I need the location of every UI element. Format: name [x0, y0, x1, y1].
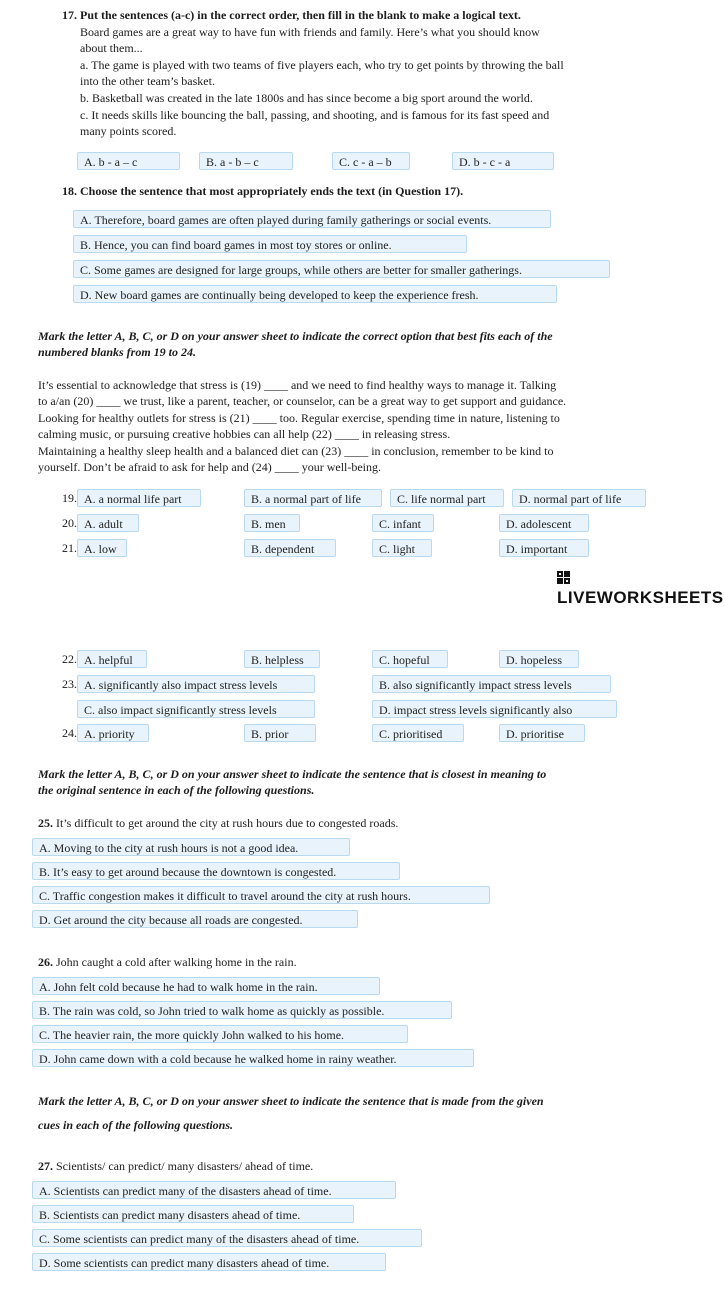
q20-option-d[interactable]: D. adolescent	[499, 514, 589, 532]
q26-option-c[interactable]: C. The heavier rain, the more quickly John walked to his home.	[32, 1025, 408, 1043]
q21-number: 21.	[62, 541, 77, 555]
q20-option-a[interactable]: A. adult	[77, 514, 139, 532]
q27-option-a[interactable]: A. Scientists can predict many of the disasters ahead of time.	[32, 1181, 396, 1199]
q27-option-c[interactable]: C. Some scientists can predict many of the disasters ahead of time.	[32, 1229, 422, 1247]
q18-option-a[interactable]: A. Therefore, board games are often played during family gatherings or social events.	[73, 210, 551, 228]
q18-option-c[interactable]: C. Some games are designed for large groups, while others are better for smaller gatherings.	[73, 260, 610, 278]
q17-sentence-c-line2: many points scored.	[80, 124, 177, 138]
q20-option-b[interactable]: B. men	[244, 514, 300, 532]
q27-stem	[38, 1159, 313, 1173]
logo-text: LIVEWORKSHEETS	[557, 588, 724, 607]
q17-intro-line2: about them...	[80, 41, 143, 55]
q20-option-c[interactable]: C. infant	[372, 514, 434, 532]
liveworksheets-logo	[557, 568, 724, 608]
q19-option-a[interactable]: A. a normal life part	[77, 489, 201, 507]
q19-option-b[interactable]: B. a normal part of life	[244, 489, 382, 507]
q24-option-c[interactable]: C. prioritised	[372, 724, 464, 742]
q22-option-d[interactable]: D. hopeless	[499, 650, 579, 668]
q21-option-d[interactable]: D. important	[499, 539, 589, 557]
q21-option-c[interactable]: C. light	[372, 539, 432, 557]
q20-number: 20.	[62, 516, 77, 530]
q22-option-b[interactable]: B. helpless	[244, 650, 320, 668]
q27-option-d[interactable]: D. Some scientists can predict many disasters ahead of time.	[32, 1253, 386, 1271]
q22-option-a[interactable]: A. helpful	[77, 650, 147, 668]
q25-option-b[interactable]: B. It’s easy to get around because the downtown is congested.	[32, 862, 400, 880]
q21-option-b[interactable]: B. dependent	[244, 539, 336, 557]
q25-number: 25.	[38, 816, 53, 830]
q26-stem	[38, 955, 297, 969]
q27-number: 27.	[38, 1159, 53, 1173]
q27-stem-text: Scientists/ can predict/ many disasters/ ahead of time.	[53, 1159, 314, 1173]
q17-intro-line1: Board games are a great way to have fun with friends and family. Here’s what you should know	[80, 25, 540, 39]
q17-sentence-a-line2: into the other team’s basket.	[80, 74, 215, 88]
passage-line2: to a/an (20) ____ we trust, like a parent, teacher, or counselor, can be a great way to get support and guidance.	[38, 394, 567, 408]
section1-instruction-line2: numbered blanks from 19 to 24.	[38, 345, 197, 359]
q17-option-c[interactable]: C. c - a – b	[332, 152, 410, 170]
liveworksheets-logo-icon	[557, 571, 570, 584]
q26-option-a[interactable]: A. John felt cold because he had to walk home in the rain.	[32, 977, 380, 995]
q18-option-b[interactable]: B. Hence, you can find board games in most toy stores or online.	[73, 235, 467, 253]
q22-number: 22.	[62, 652, 77, 666]
q23-number: 23.	[62, 677, 77, 691]
passage-line3: Looking for healthy outlets for stress is (21) ____ too. Regular exercise, spending time in nature, listening to	[38, 411, 560, 425]
q27-option-b[interactable]: B. Scientists can predict many disasters ahead of time.	[32, 1205, 354, 1223]
q23-option-d[interactable]: D. impact stress levels significantly also	[372, 700, 617, 718]
passage-line4: calming music, or pursuing creative hobbies can all help (22) ____ in releasing stress.	[38, 427, 451, 441]
q24-option-d[interactable]: D. prioritise	[499, 724, 585, 742]
q21-option-a[interactable]: A. low	[77, 539, 127, 557]
q24-option-a[interactable]: A. priority	[77, 724, 149, 742]
q17-option-a[interactable]: A. b - a – c	[77, 152, 180, 170]
q19-option-d[interactable]: D. normal part of life	[512, 489, 646, 507]
section2-instruction-line1: Mark the letter A, B, C, or D on your answer sheet to indicate the sentence that is closest in meaning to	[38, 767, 547, 781]
q17-title: 17. Put the sentences (a-c) in the correct order, then fill in the blank to make a logical text.	[62, 8, 521, 22]
q18-title: 18. Choose the sentence that most appropriately ends the text (in Question 17).	[62, 184, 464, 198]
q17-sentence-a-line1: a. The game is played with two teams of five players each, who try to get points by throwing the ball	[80, 58, 564, 72]
q17-sentence-b: b. Basketball was created in the late 1800s and has since become a big sport around the world.	[80, 91, 533, 105]
passage-line6: yourself. Don’t be afraid to ask for help and (24) ____ your well-being.	[38, 460, 382, 474]
section3-instruction-line1: Mark the letter A, B, C, or D on your answer sheet to indicate the sentence that is made from the given	[38, 1094, 544, 1108]
q25-option-c[interactable]: C. Traffic congestion makes it difficult to travel around the city at rush hours.	[32, 886, 490, 904]
section2-instruction-line2: the original sentence in each of the following questions.	[38, 783, 315, 797]
section3-instruction-line2: cues in each of the following questions.	[38, 1118, 234, 1132]
q17-sentence-c-line1: c. It needs skills like bouncing the ball, passing, and shooting, and is famous for its fast speed and	[80, 108, 550, 122]
section1-instruction-line1: Mark the letter A, B, C, or D on your answer sheet to indicate the correct option that best fits each of the	[38, 329, 553, 343]
q23-option-b[interactable]: B. also significantly impact stress levels	[372, 675, 611, 693]
q19-number: 19.	[62, 491, 77, 505]
q26-stem-text: John caught a cold after walking home in the rain.	[53, 955, 297, 969]
q26-option-d[interactable]: D. John came down with a cold because he walked home in rainy weather.	[32, 1049, 474, 1067]
q23-option-c[interactable]: C. also impact significantly stress levels	[77, 700, 315, 718]
passage-line5: Maintaining a healthy sleep health and a balanced diet can (23) ____ in conclusion, remember to be kind to	[38, 444, 554, 458]
q24-option-b[interactable]: B. prior	[244, 724, 316, 742]
q26-number: 26.	[38, 955, 53, 969]
q23-option-a[interactable]: A. significantly also impact stress levels	[77, 675, 315, 693]
q17-option-b[interactable]: B. a - b – c	[199, 152, 293, 170]
q26-option-b[interactable]: B. The rain was cold, so John tried to walk home as quickly as possible.	[32, 1001, 452, 1019]
q24-number: 24.	[62, 726, 77, 740]
q22-option-c[interactable]: C. hopeful	[372, 650, 448, 668]
passage-line1: It’s essential to acknowledge that stress is (19) ____ and we need to find healthy ways to manage it. Talking	[38, 378, 557, 392]
q25-option-d[interactable]: D. Get around the city because all roads are congested.	[32, 910, 358, 928]
q19-option-c[interactable]: C. life normal part	[390, 489, 504, 507]
q18-option-d[interactable]: D. New board games are continually being developed to keep the experience fresh.	[73, 285, 557, 303]
q17-option-d[interactable]: D. b - c - a	[452, 152, 554, 170]
q25-stem	[38, 816, 398, 830]
q25-option-a[interactable]: A. Moving to the city at rush hours is not a good idea.	[32, 838, 350, 856]
q25-stem-text: It’s difficult to get around the city at rush hours due to congested roads.	[53, 816, 399, 830]
